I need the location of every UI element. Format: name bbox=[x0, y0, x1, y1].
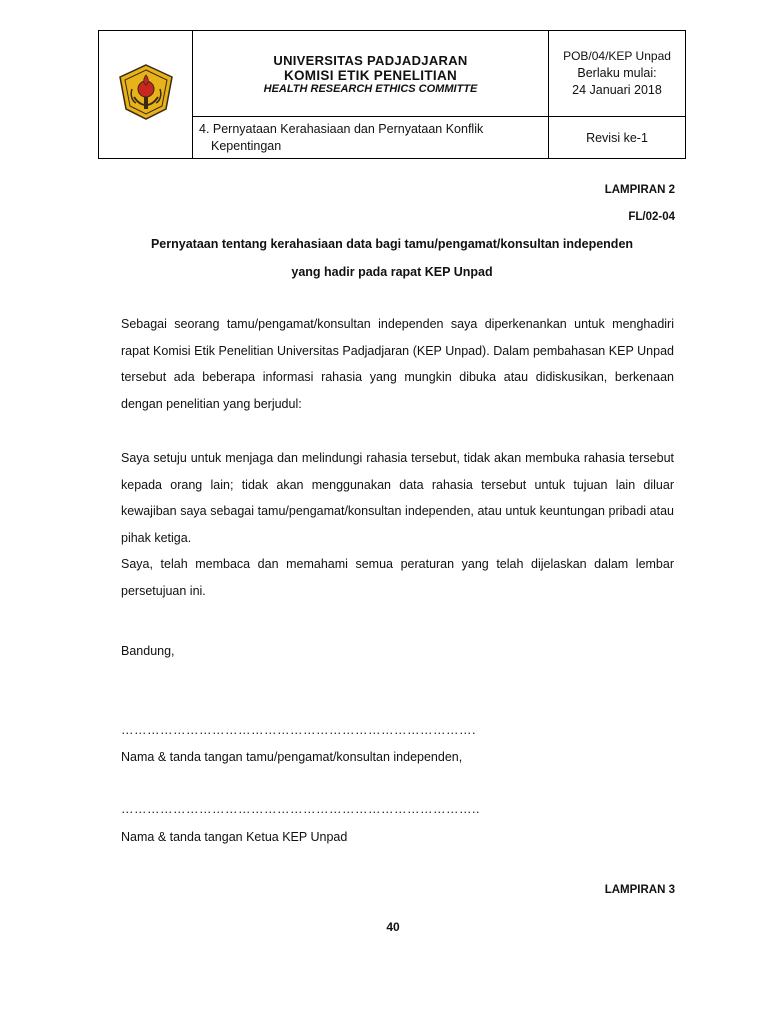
document-code: POB/04/KEP Unpad bbox=[563, 49, 671, 63]
signature-line-chair: ……………………………………………………………………….. bbox=[121, 802, 480, 816]
header-table bbox=[98, 30, 686, 159]
paragraph-acknowledgement: Saya, telah membaca dan memahami semua peraturan yang telah dijelaskan dalam lembar persetujuan ini. bbox=[121, 557, 674, 598]
institution-title-cell bbox=[193, 31, 549, 117]
document-title bbox=[98, 230, 686, 286]
unpad-logo-icon bbox=[114, 63, 178, 121]
committee-name-english: HEALTH RESEARCH ETHICS COMMITTE bbox=[263, 82, 478, 95]
place-label: Bandung, bbox=[121, 644, 175, 658]
document-code-cell bbox=[549, 31, 686, 117]
form-code: FL/02-04 bbox=[628, 211, 675, 223]
valid-from-date: 24 Januari 2018 bbox=[572, 83, 662, 97]
document-title-line2: yang hadir pada rapat KEP Unpad bbox=[291, 265, 493, 279]
section-title-line1: 4. Pernyataan Kerahasiaan dan Pernyataan Konflik bbox=[199, 121, 484, 136]
document-title-line1: Pernyataan tentang kerahasiaan data bagi tamu/pengamat/konsultan independen bbox=[150, 237, 634, 251]
next-annex-label: LAMPIRAN 3 bbox=[604, 884, 675, 896]
annex-label: LAMPIRAN 2 bbox=[604, 184, 675, 196]
valid-from-label: Berlaku mulai: bbox=[577, 66, 657, 80]
section-title-line2: Kepentingan bbox=[211, 138, 282, 153]
signature-line-guest: ………………………………………………………………………. bbox=[121, 723, 476, 737]
logo-cell bbox=[99, 31, 193, 159]
committee-name: KOMISI ETIK PENELITIAN bbox=[283, 67, 458, 83]
university-name: UNIVERSITAS PADJADJARAN bbox=[273, 52, 468, 68]
revision: Revisi ke-1 bbox=[549, 117, 686, 159]
section-title-cell bbox=[193, 117, 549, 159]
paragraph-agreement: Saya setuju untuk menjaga dan melindungi rahasia tersebut, tidak akan membuka rahasia tersebut kepada orang lain; tidak akan menggunakan data rahasia tersebut untuk tujuan lain diluar kewajiban saya sebagai tamu/pengamat/konsultan independen, atau untuk keuntungan pribadi atau pihak ketiga. bbox=[121, 451, 674, 546]
page-number: 40 bbox=[386, 920, 400, 934]
signature-label-guest: Nama & tanda tangan tamu/pengamat/konsultan independen, bbox=[121, 750, 463, 764]
paragraph-intro: Sebagai seorang tamu/pengamat/konsultan independen saya diperkenankan untuk menghadiri rapat Komisi Etik Penelitian Universitas Padjadjaran (KEP Unpad). Dalam pembahasan KEP Unpad tersebut ada beberapa informasi rahasia yang mungkin dibuka atau didiskusikan, berkenaan dengan penelitian yang berjudul: bbox=[121, 317, 674, 412]
signature-label-chair: Nama & tanda tangan Ketua KEP Unpad bbox=[121, 830, 348, 844]
